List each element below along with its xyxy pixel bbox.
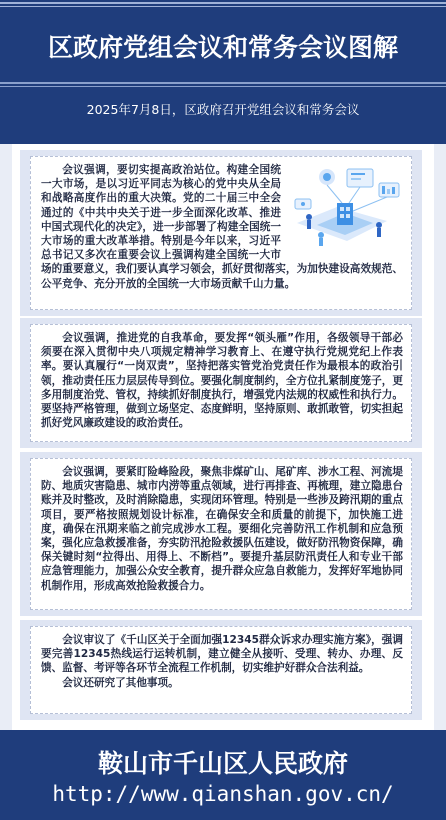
footer-band	[0, 730, 446, 820]
page-subtitle: 2025年7月8日，区政府召开党组会议和常务会议	[86, 102, 360, 117]
section-4-paragraph-2: 会议还研究了其他事项。	[62, 676, 179, 689]
footer-organization: 鞍山市千山区人民政府	[97, 749, 348, 778]
section-1-paragraph: 会议强调，要切实提高政治站位。构建全国统一大市场，是以习近平同志为核心的党中央从全局和战略高度作出的重大决策。党的二十届三中全会通过的《中共中央关于进一步全面深化改革、推进中国式现代化的决定》，进一步部署了构建全国统一大市场的重大改革举措。特别是今年以来，习近平总书记又多次在重要会议上强调构建全国统一大市场的重要意义，我们要认真学习领会，抓好贯彻落实，为加快建设高效规范、公平竞争、充分开放的全国统一大市场贡献千山力量。	[41, 164, 403, 290]
business-network-illustration	[287, 163, 405, 251]
section-1	[30, 156, 412, 310]
page-title: 区政府党组会议和常务会议图解	[47, 33, 398, 62]
section-3	[30, 458, 412, 610]
section-4-paragraph: 会议审议了《千山区关于全面加强12345群众诉求办理实施方案》，强调要完善12345热线运行运转机制，建立健全从接听、受理、转办、办理、反馈、监督、考评等各环节全流程工作机制，切实维护好群众合法利益。	[41, 634, 403, 675]
header-divider-thin	[0, 86, 446, 87]
section-4	[30, 626, 412, 714]
footer-url-link[interactable]: http://www.qianshan.gov.cn/	[52, 782, 394, 806]
section-2-paragraph: 会议强调，推进党的自我革命，要发挥“领头雁”作用，各级领导干部必须要在深入贯彻中央八项规定精神学习教育上、在遵守执行党规党纪上作表率。要认真履行“一岗双责”，坚持把落实管党治党责任作为最根本的政治引领，推动责任压力层层传导到位。要强化制度制约，全方位扎紧制度笼子，更多用制度治党、管权，持续抓好制度执行，增强党内法规的权威性和执行力。要坚持严格管理，做到立场坚定、态度鲜明，坚持原则、敢抓敢管，切实担起抓好党风廉政建设的政治责任。	[41, 332, 403, 430]
section-2	[30, 324, 412, 442]
section-3-paragraph: 会议强调，要紧盯险峰险段，聚焦非煤矿山、尾矿库、涉水工程、河流堤防、地质灾害隐患、城市内涝等重点领域，进行再排查、再梳理，建立隐患台账并及时整改，及时消除隐患，实现闭环管理。特别是一些涉及跨汛期的重点项目，要严格按照规划设计标准，在确保安全和质量的前提下，加快施工进度，确保在汛期来临之前完成涉水工程。要细化完善防汛工作机制和应急预案，强化应急救援准备，夯实防汛抢险救援队伍建设，做好防汛物资保障，确保关键时刻“拉得出、用得上、不断档”。要提升基层防汛责任人和专业干部应急管理能力，加强公众安全教育，提升群众应急自救能力，发挥好军地协同机制作用，形成高效抢险救援合力。	[41, 466, 403, 592]
header-divider	[0, 82, 446, 84]
header-band	[0, 0, 446, 144]
